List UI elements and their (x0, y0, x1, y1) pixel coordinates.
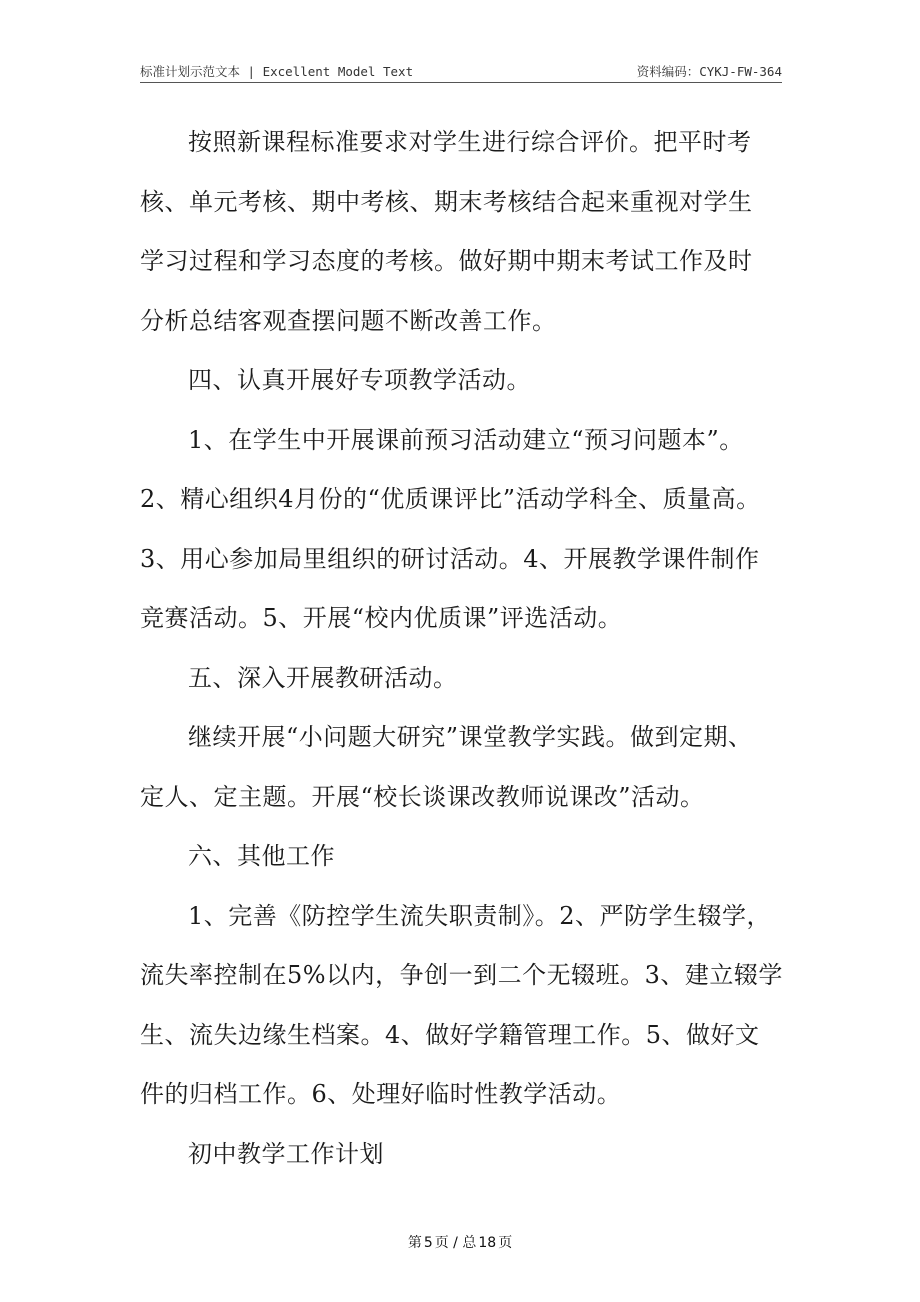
page-mid: 页 / 总 (434, 1235, 477, 1251)
body-line: 定人、定主题。开展“校长谈课改教师说课改”活动。 (140, 782, 705, 811)
body-line: 分析总结客观查摆问题不断改善工作。 (140, 306, 557, 335)
body-line: 1、完善《防控学生流失职责制》。2、严防学生辍学， (188, 901, 772, 930)
page-header (140, 58, 782, 83)
body-line: 3、用心参加局里组织的研讨活动。4、开展教学课件制作 (140, 544, 760, 573)
body-line: 生、流失边缘生档案。4、做好学籍管理工作。5、做好文 (140, 1020, 760, 1049)
section-heading: 四、认真开展好专项教学活动。 (188, 366, 531, 394)
current-page-number: 5 (423, 1235, 433, 1251)
page-suffix: 页 (498, 1235, 513, 1251)
document-body (140, 118, 790, 1189)
document-code: 资料编码：CYKJ-FW-364 (636, 64, 782, 79)
page-footer (0, 1232, 920, 1252)
header-title: 标准计划示范文本 | Excellent Model Text (140, 64, 414, 79)
body-line: 按照新课程标准要求对学生进行综合评价。把平时考 (188, 128, 752, 156)
section-title: 初中教学工作计划 (188, 1139, 384, 1168)
page-prefix: 第 (407, 1235, 422, 1251)
total-pages-number: 18 (478, 1235, 497, 1251)
body-line: 学习过程和学习态度的考核。做好期中期末考试工作及时 (140, 247, 753, 275)
body-line: 流失率控制在5%以内，争创一到二个无辍班。3、建立辍学 (140, 961, 783, 989)
section-heading: 六、其他工作 (188, 842, 335, 870)
body-line: 件的归档工作。6、处理好临时性教学活动。 (140, 1080, 622, 1108)
body-line: 2、精心组织4月份的“优质课评比”活动学科全、质量高。 (140, 485, 761, 513)
section-heading: 五、深入开展教研活动。 (188, 663, 458, 692)
body-line: 1、在学生中开展课前预习活动建立“预习问题本”。 (188, 425, 744, 454)
body-line: 继续开展“小问题大研究”课堂教学实践。做到定期、 (188, 723, 753, 751)
body-line: 核、单元考核、期中考核、期末考核结合起来重视对学生 (140, 187, 753, 216)
body-line: 竞赛活动。5、开展“校内优质课”评选活动。 (140, 604, 623, 632)
